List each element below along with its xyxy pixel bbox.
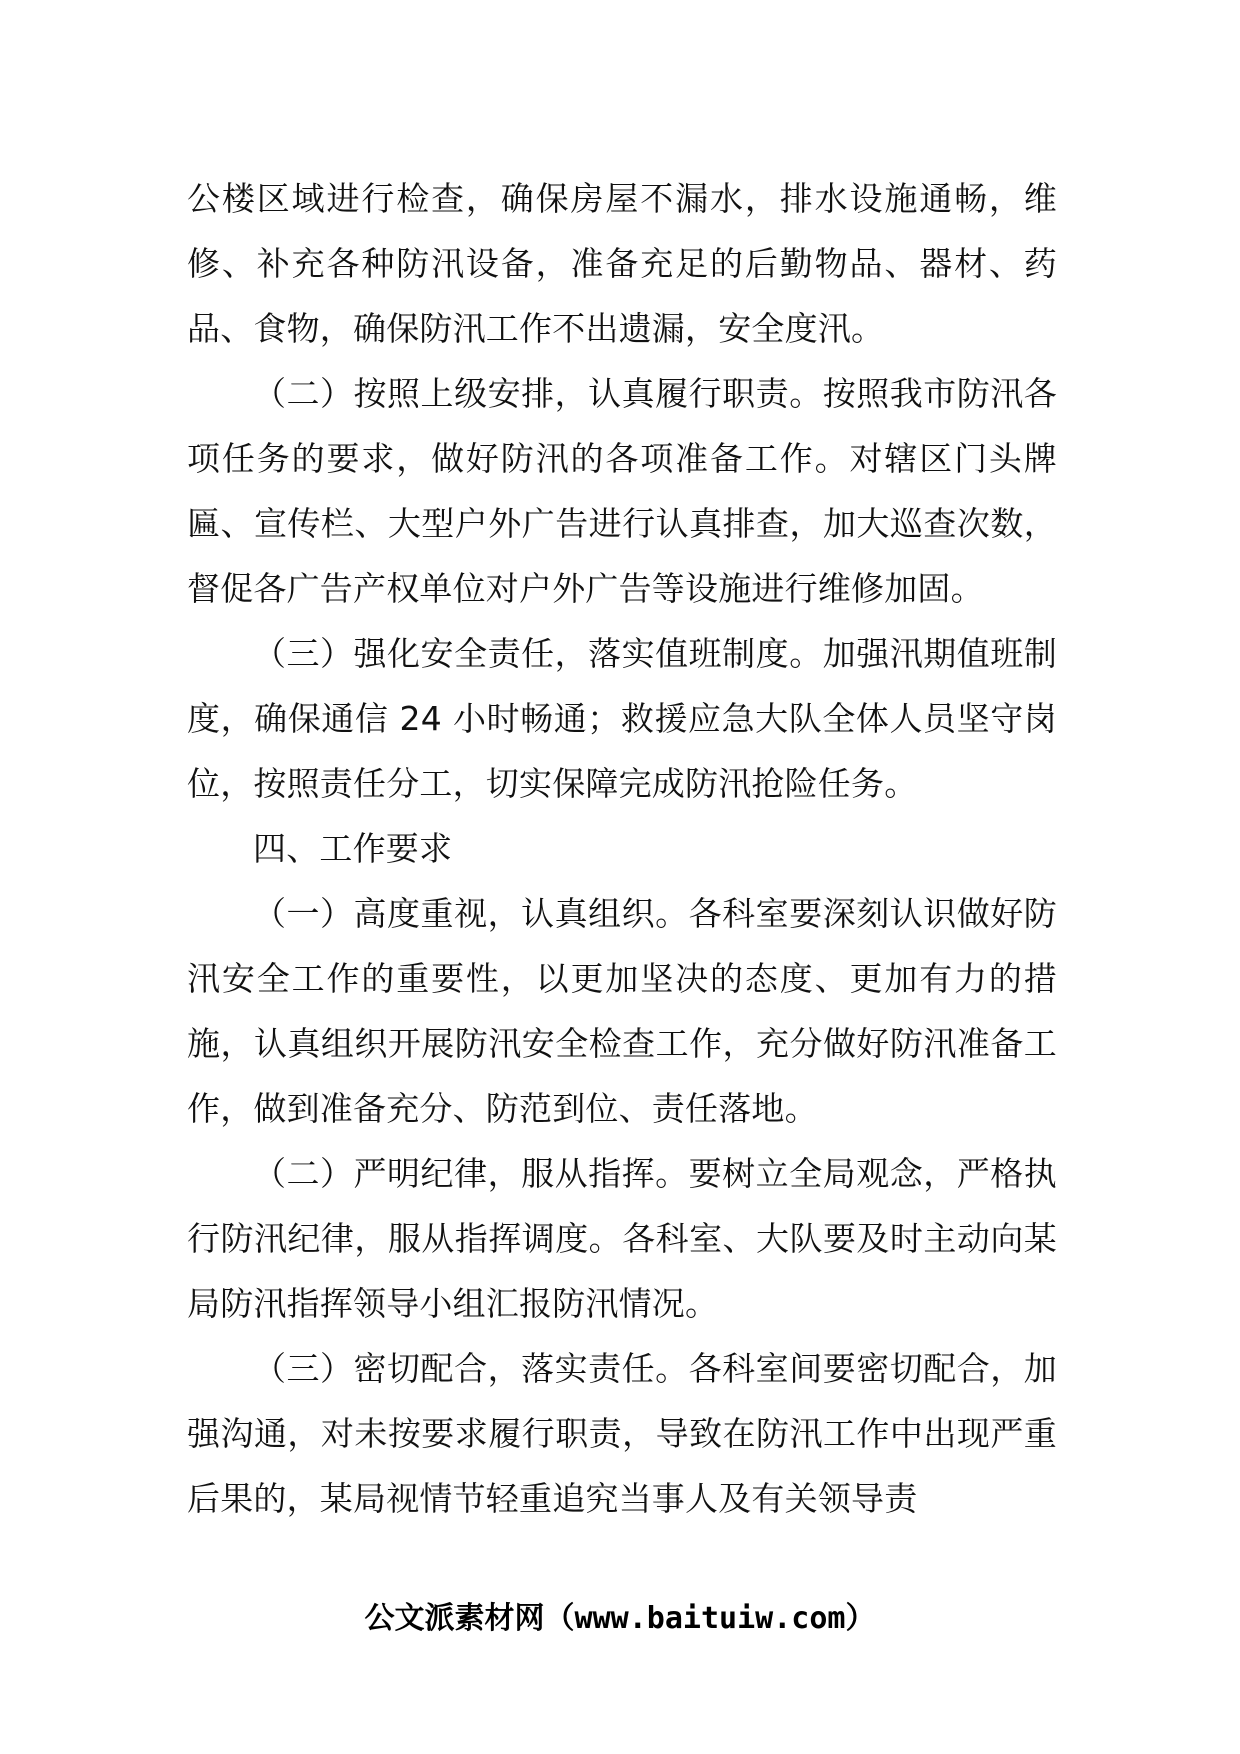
paragraph-2: （二）按照上级安排，认真履行职责。按照我市防汛各项任务的要求，做好防汛的各项准备工作。对辖区门头牌匾、宣传栏、大型户外广告进行认真排查，加大巡查次数，督促各广告产权单位对户外广告等设施进行维修加固。 bbox=[187, 374, 1057, 608]
paragraph-1: 公楼区域进行检查，确保房屋不漏水，排水设施通畅，维修、补充各种防汛设备，准备充足的后勤物品、器材、药品、食物，确保防汛工作不出遗漏，安全度汛。 bbox=[187, 179, 1057, 348]
section-heading: 四、工作要求 bbox=[253, 829, 453, 868]
document-body bbox=[187, 166, 1057, 1531]
paragraph-4: （一）高度重视，认真组织。各科室要深刻认识做好防汛安全工作的重要性，以更加坚决的态度、更加有力的措施，认真组织开展防汛安全检查工作，充分做好防汛准备工作，做到准备充分、防范到位、责任落地。 bbox=[187, 894, 1057, 1128]
paragraph-3: （三）强化安全责任，落实值班制度。加强汛期值班制度，确保通信 24 小时畅通；救援应急大队全体人员坚守岗位，按照责任分工，切实保障完成防汛抢险任务。 bbox=[187, 634, 1057, 803]
paragraph-6: （三）密切配合，落实责任。各科室间要密切配合，加强沟通，对未按要求履行职责，导致在防汛工作中出现严重后果的，某局视情节轻重追究当事人及有关领导责 bbox=[187, 1349, 1057, 1518]
paragraph-5: （二）严明纪律，服从指挥。要树立全局观念，严格执行防汛纪律，服从指挥调度。各科室、大队要及时主动向某局防汛指挥领导小组汇报防汛情况。 bbox=[187, 1154, 1057, 1323]
footer-watermark: 公文派素材网（www.baituiw.com） bbox=[364, 1601, 876, 1636]
